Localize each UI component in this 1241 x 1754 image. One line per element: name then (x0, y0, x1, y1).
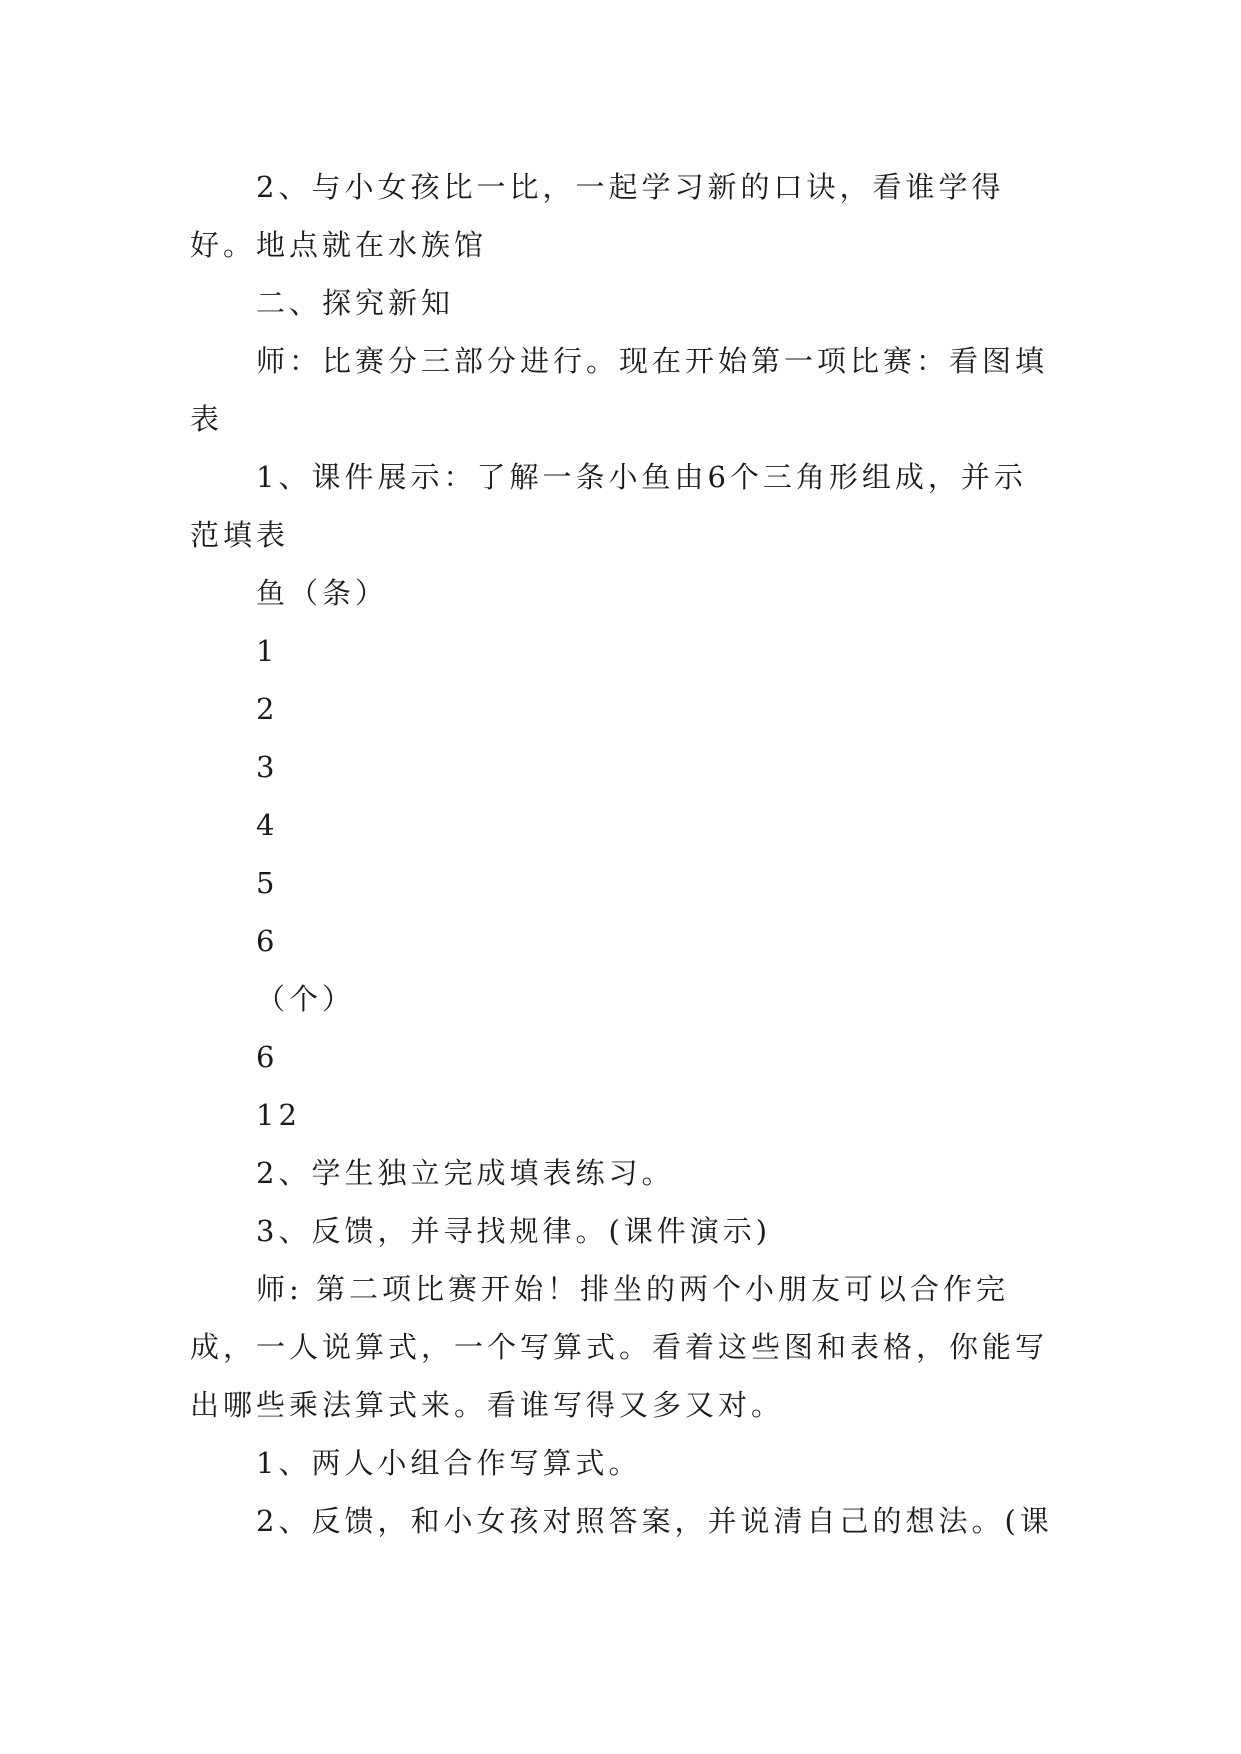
table-header-fish: 鱼（条） (256, 576, 389, 610)
document-body (190, 158, 1055, 1550)
table-value: 1 (256, 634, 279, 668)
table-value: 2 (256, 692, 279, 726)
table-value: 3 (256, 750, 279, 784)
paragraph-courseware-display: 1、课件展示：了解一条小鱼由6个三角形组成，并示范填表 (190, 460, 1027, 552)
paragraph-pair-work: 1、两人小组合作写算式。 (256, 1446, 642, 1480)
paragraph-compare-with-girl: 2、与小女孩比一比，一起学习新的口诀，看谁学得好。地点就在水族馆 (190, 170, 1005, 262)
table-value: 5 (256, 866, 279, 900)
paragraph-second-competition: 师: 第二项比赛开始！排坐的两个小朋友可以合作完成，一人说算式，一个写算式。看着这些图和表格，你能写出哪些乘法算式来。看谁写得又多又对。 (190, 1272, 1049, 1422)
table-value: 12 (256, 1098, 301, 1132)
paragraph-feedback-pattern: 3、反馈，并寻找规律。(课件演示) (256, 1214, 772, 1248)
table-value: 6 (256, 1040, 279, 1074)
table-header-count: （个） (256, 982, 356, 1016)
paragraph-competition-intro: 师：比赛分三部分进行。现在开始第一项比赛：看图填表 (190, 344, 1049, 436)
section-heading-explore: 二、探究新知 (256, 286, 455, 320)
paragraph-feedback-answers: 2、反馈，和小女孩对照答案，并说清自己的想法。(课 (256, 1504, 1053, 1538)
table-value: 4 (256, 808, 279, 842)
table-value: 6 (256, 924, 279, 958)
paragraph-independent-practice: 2、学生独立完成填表练习。 (256, 1156, 675, 1190)
